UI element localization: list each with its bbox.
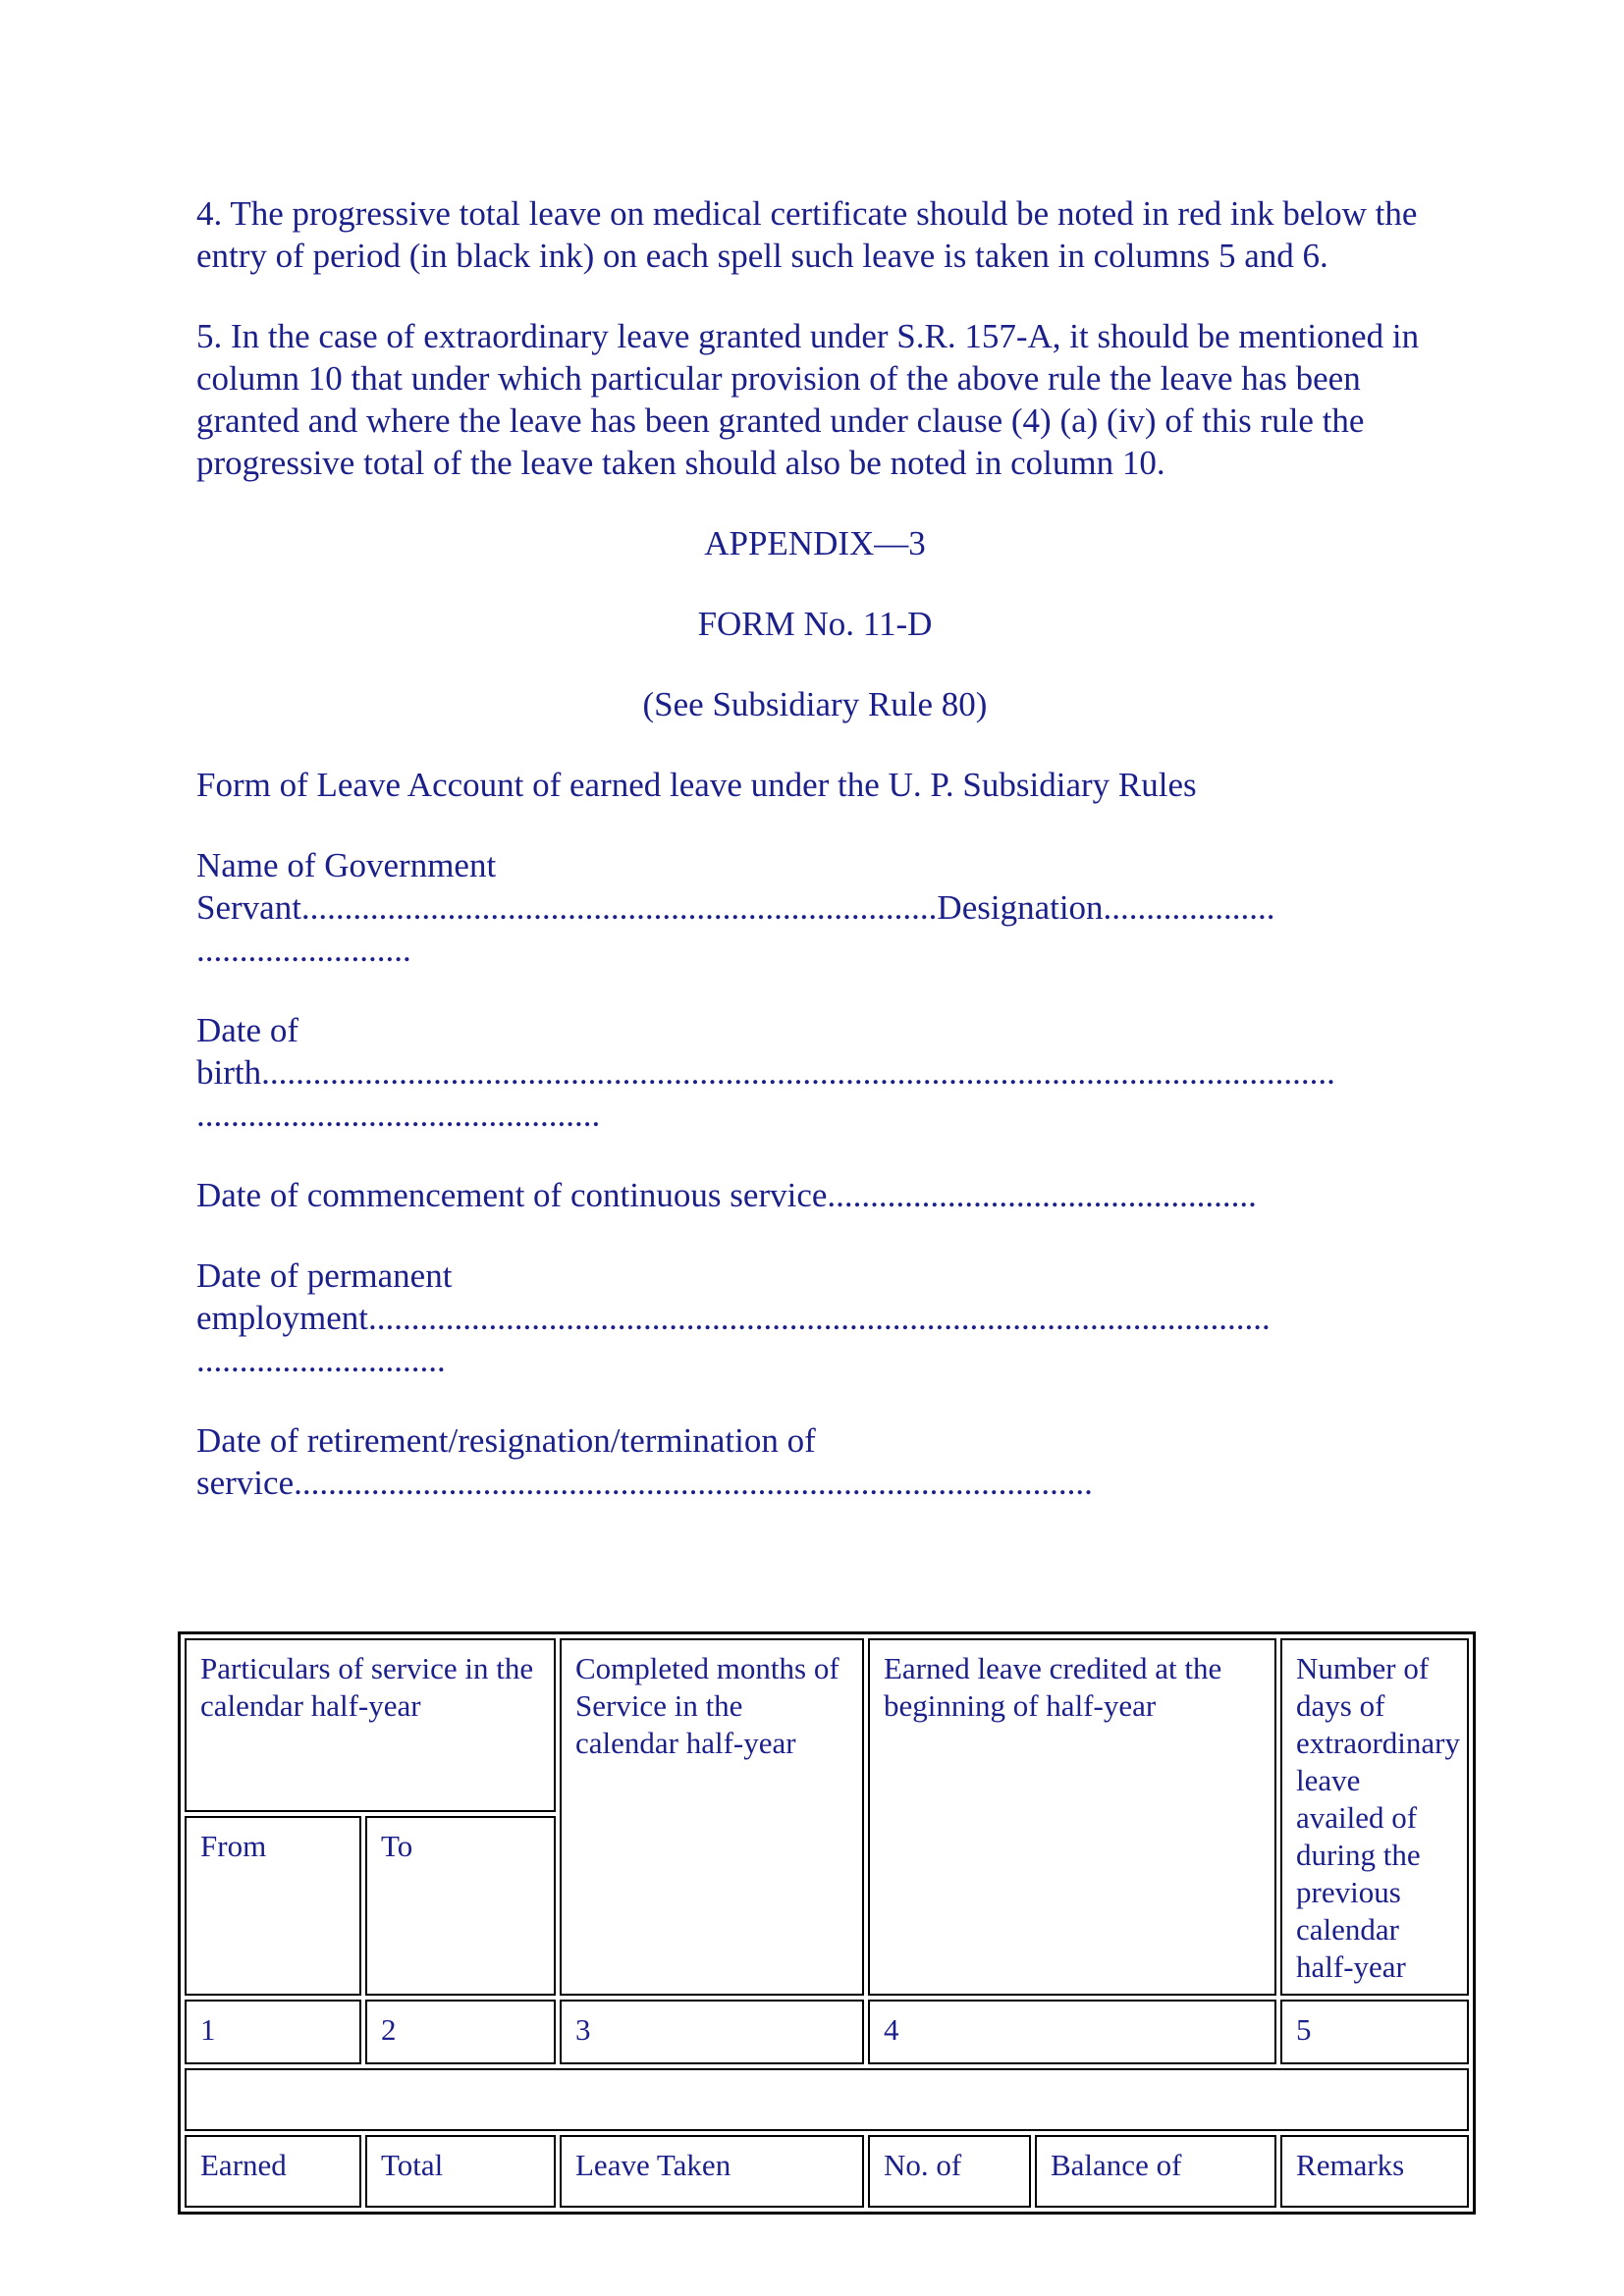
commencement-field: Date of commencement of continuous service.................................................. [196,1176,1257,1214]
number-of-header: No. of [868,2135,1031,2208]
form-number: FORM No. 11-D [697,605,933,643]
date-of-birth-field [196,1009,1453,1136]
note-5: 5. In the case of extraordinary leave granted under S.R. 157-A, it should be mentioned in column 10 that under which particular provision of the above rule the leave has been granted and where the leave has been granted under clause (4) (a) (iv) of this rule the progressive total of the leave taken should also be noted in column 10. [196,317,1420,482]
extraordinary-leave-header: Number of days of extraordinary leave availed of during the previous calendar half-year [1280,1638,1469,1996]
bottom-header-row [185,2135,1469,2208]
dob-line: birth............................................................................................................................. [196,1053,1335,1092]
column-number-2: 2 [365,2000,556,2064]
note-4: 4. The progressive total leave on medical certificate should be noted in red ink below the entry of period (in black ink) on each spell such leave is taken in columns 5 and 6. [196,194,1418,275]
total-header: Total [365,2135,556,2208]
blank-cell [185,2068,1469,2131]
leave-taken-header: Leave Taken [560,2135,864,2208]
leave-account-table-wrap [178,1631,1470,2215]
column-number-4: 4 [868,2000,1276,2064]
dob-continuation: ............................................... [196,1095,601,1134]
name-designation-continuation: ......................... [196,931,411,969]
permanent-employment-field [196,1255,1453,1381]
column-number-5: 5 [1280,2000,1469,2064]
earned-header: Earned [185,2135,361,2208]
rule-reference: (See Subsidiary Rule 80) [642,685,988,723]
remarks-header: Remarks [1280,2135,1469,2208]
name-designation-line: Servant..........................................................................Designation.................... [196,888,1275,927]
column-number-row [185,2000,1469,2064]
appendix-heading: APPENDIX—3 [704,524,926,562]
name-designation-field [196,844,1453,971]
form-title: Form of Leave Account of earned leave under the U. P. Subsidiary Rules [196,766,1197,804]
earned-leave-credited-header: Earned leave credited at the beginning of half-year [868,1638,1276,1996]
particulars-header: Particulars of service in the calendar half-year [185,1638,556,1812]
permanent-label: Date of permanent [196,1256,453,1295]
completed-months-header: Completed months of Service in the calendar half-year [560,1638,864,1996]
document-body [196,192,1453,1542]
retirement-field [196,1419,1453,1504]
name-label: Name of Government [196,846,497,884]
leave-account-table [178,1631,1476,2215]
dob-label: Date of [196,1011,298,1049]
header-row-1 [185,1638,1469,1812]
balance-of-header: Balance of [1035,2135,1276,2208]
retirement-label: Date of retirement/resignation/termination of [196,1421,816,1460]
permanent-line: employment......................................................................................................... [196,1299,1271,1337]
permanent-continuation: ............................. [196,1341,446,1379]
from-header: From [185,1816,361,1996]
column-number-1: 1 [185,2000,361,2064]
blank-separator-row [185,2068,1469,2131]
column-number-3: 3 [560,2000,864,2064]
to-header: To [365,1816,556,1996]
retirement-line: service............................................................................................. [196,1464,1093,1502]
